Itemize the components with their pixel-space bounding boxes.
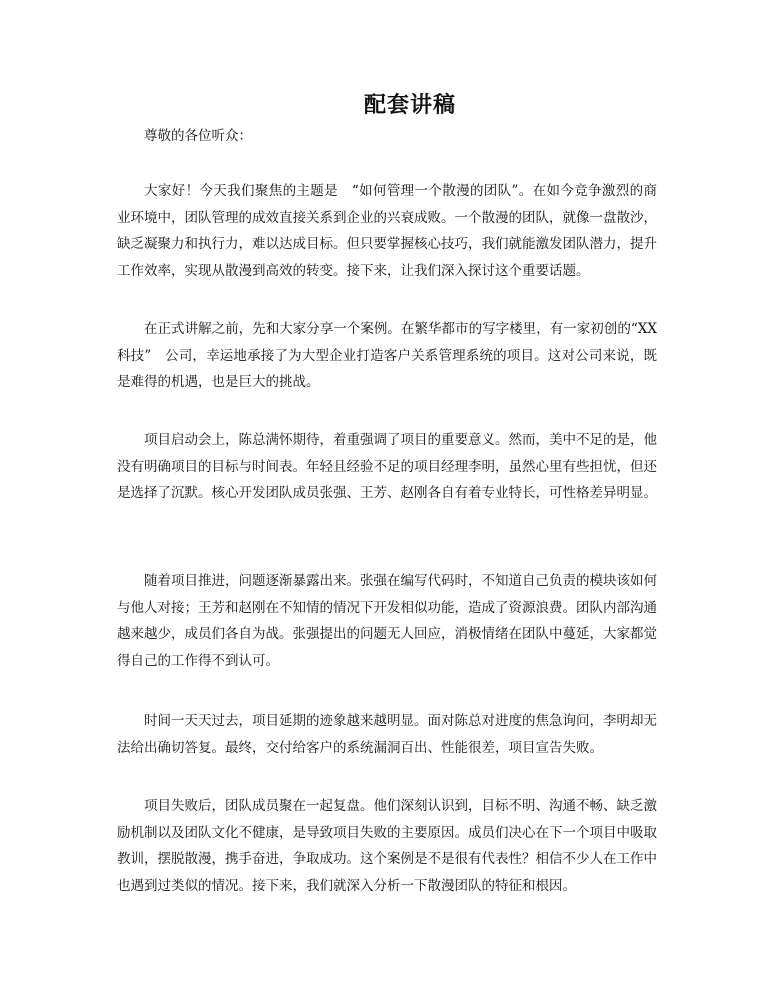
paragraph-intro: 大家好！今天我们聚焦的主题是 “如何管理一个散漫的团队”。在如今竞争激烈的商业环境中，团队管理的成效直接关系到企业的兴衰成败。一个散漫的团队，就像一盘散沙，缺乏凝聚力和执行力，难以达成目标。但只要掌握核心技巧，我们就能激发团队潜力，提升工作效率，实现从散漫到高效的转变。接下来，让我们深入探讨这个重要话题。 <box>117 183 657 280</box>
paragraph-failure: 时间一天天过去，项目延期的迹象越来越明显。面对陈总对进度的焦急询问，李明却无法给出确切答复。最终，交付给客户的系统漏洞百出、性能很差，项目宣告失败。 <box>117 713 657 756</box>
greeting: 尊敬的各位听众： <box>144 128 252 144</box>
paragraph-review: 项目失败后，团队成员聚在一起复盘。他们深刻认识到，目标不明、沟通不畅、缺乏激励机制以及团队文化不健康，是导致项目失败的主要原因。成员们决心在下一个项目中吸取教训，摆脱散漫，携手奋进，争取成功。这个案例是不是很有代表性？相信不少人在工作中也遇到过类似的情况。接下来，我们就深入分析一下散漫团队的特征和根因。 <box>117 798 657 895</box>
paragraph-kickoff: 项目启动会上，陈总满怀期待，着重强调了项目的重要意义。然而，美中不足的是，他没有明确项目的目标与时间表。年轻且经验不足的项目经理李明，虽然心里有些担忧，但还是选择了沉默。核心开发团队成员张强、王芳、赵刚各自有着专业特长，可性格差异明显。 <box>117 432 657 502</box>
paragraph-case-intro: 在正式讲解之前，先和大家分享一个案例。在繁华都市的写字楼里，有一家初创的“XX 科技” 公司，幸运地承接了为大型企业打造客户关系管理系统的项目。这对公司来说，既是难得的机遇，也是巨大的挑战。 <box>117 321 657 391</box>
page-title: 配套讲稿 <box>363 92 456 118</box>
paragraph-problems: 随着项目推进，问题逐渐暴露出来。张强在编写代码时，不知道自己负责的模块该如何与他人对接；王芳和赵刚在不知情的情况下开发相似功能，造成了资源浪费。团队内部沟通越来越少，成员们各自为战。张强提出的问题无人回应，消极情绪在团队中蔓延，大家都觉得自己的工作得不到认可。 <box>117 573 657 670</box>
